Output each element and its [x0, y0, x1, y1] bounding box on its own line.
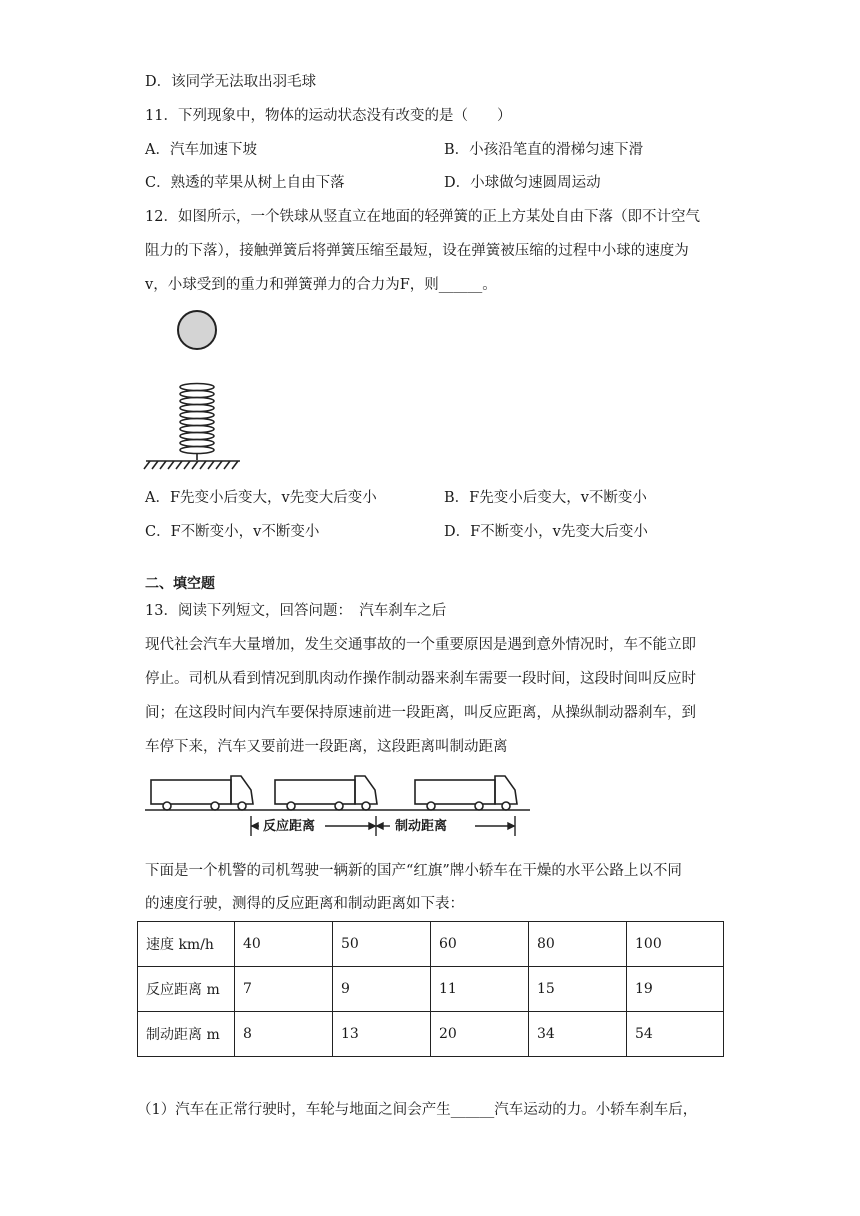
- table-cell: 19: [627, 967, 724, 1012]
- table-cell: 15: [529, 967, 627, 1012]
- truck-3: [415, 776, 517, 810]
- table-cell: 7: [235, 967, 333, 1012]
- table-cell: 20: [431, 1012, 529, 1057]
- table-row: [138, 922, 724, 967]
- table-cell: 速度 km/h: [138, 922, 235, 967]
- table-cell: 100: [627, 922, 724, 967]
- table-cell: 11: [431, 967, 529, 1012]
- truck-2: [275, 776, 377, 810]
- q12-stem-line-2: 阻力的下落），接触弹簧后将弹簧压缩至最短，设在弹簧被压缩的过程中小球的速度为: [145, 243, 689, 259]
- q13-after-figure-line-2: 的速度行驶，测得的反应距离和制动距离如下表：: [145, 896, 464, 912]
- q13-passage-line-1: 现代社会汽车大量增加，发生交通事故的一个重要原因是遇到意外情况时，车不能立即: [145, 637, 696, 653]
- table-cell: 34: [529, 1012, 627, 1057]
- q11-stem: 11．下列现象中，物体的运动状态没有改变的是（ ）: [145, 108, 512, 124]
- ball-spring-figure: [140, 305, 250, 475]
- table-cell: 80: [529, 922, 627, 967]
- table-cell: 50: [333, 922, 431, 967]
- q12-option-b: B．F先变小后变大，v不断变小: [444, 490, 647, 506]
- table-cell: 制动距离 m: [138, 1012, 235, 1057]
- q11-option-c: C．熟透的苹果从树上自由下落: [145, 175, 345, 191]
- table-cell: 13: [333, 1012, 431, 1057]
- table-cell: 40: [235, 922, 333, 967]
- braking-distance-figure: [145, 770, 535, 840]
- q11-option-a: A．汽车加速下坡: [145, 142, 257, 158]
- iron-ball: [178, 311, 216, 349]
- q12-stem-line-3: v，小球受到的重力和弹簧弹力的合力为F，则______。: [145, 277, 497, 293]
- speed-distance-table: [137, 921, 724, 1057]
- q13-intro: 13．阅读下列短文，回答问题： 汽车刹车之后: [145, 603, 447, 619]
- q13-passage-line-2: 停止。司机从看到情况到肌肉动作操作制动器来刹车需要一段时间，这段时间叫反应时: [145, 671, 696, 687]
- q12-stem-line-1: 12．如图所示，一个铁球从竖直立在地面的轻弹簧的正上方某处自由下落（即不计空气: [145, 209, 700, 225]
- table-cell: 8: [235, 1012, 333, 1057]
- q11-option-d: D．小球做匀速圆周运动: [444, 175, 601, 191]
- table-row: [138, 967, 724, 1012]
- q12-option-a: A．F先变小后变大，v先变大后变小: [145, 490, 377, 506]
- table-cell: 60: [431, 922, 529, 967]
- table-cell: 54: [627, 1012, 724, 1057]
- q12-option-c: C．F不断变小，v不断变小: [145, 524, 320, 540]
- ground: [144, 461, 240, 469]
- section-title: 二、填空题: [145, 576, 215, 592]
- table-cell: 9: [333, 967, 431, 1012]
- q13-passage-line-4: 车停下来，汽车又要前进一段距离，这段距离叫制动距离: [145, 739, 508, 755]
- q13-sub-question-1: （1）汽车在正常行驶时，车轮与地面之间会产生______汽车运动的力。小轿车刹车后，: [137, 1102, 698, 1118]
- truck-1: [151, 776, 253, 810]
- q11-option-b: B．小孩沿笔直的滑梯匀速下滑: [444, 142, 644, 158]
- q13-after-figure-line-1: 下面是一个机警的司机驾驶一辆新的国产“红旗”牌小轿车在干燥的水平公路上以不同: [145, 863, 682, 879]
- q12-option-d: D．F不断变小，v先变大后变小: [444, 524, 648, 540]
- q13-passage-line-3: 间；在这段时间内汽车要保持原速前进一段距离，叫反应距离，从操纵制动器刹车，到: [145, 705, 696, 721]
- q10-option-d: D．该同学无法取出羽毛球: [145, 74, 317, 90]
- braking-distance-label: 制动距离: [395, 819, 448, 834]
- table-row: [138, 1012, 724, 1057]
- table-cell: 反应距离 m: [138, 967, 235, 1012]
- spring: [180, 384, 214, 461]
- reaction-distance-label: 反应距离: [263, 819, 316, 834]
